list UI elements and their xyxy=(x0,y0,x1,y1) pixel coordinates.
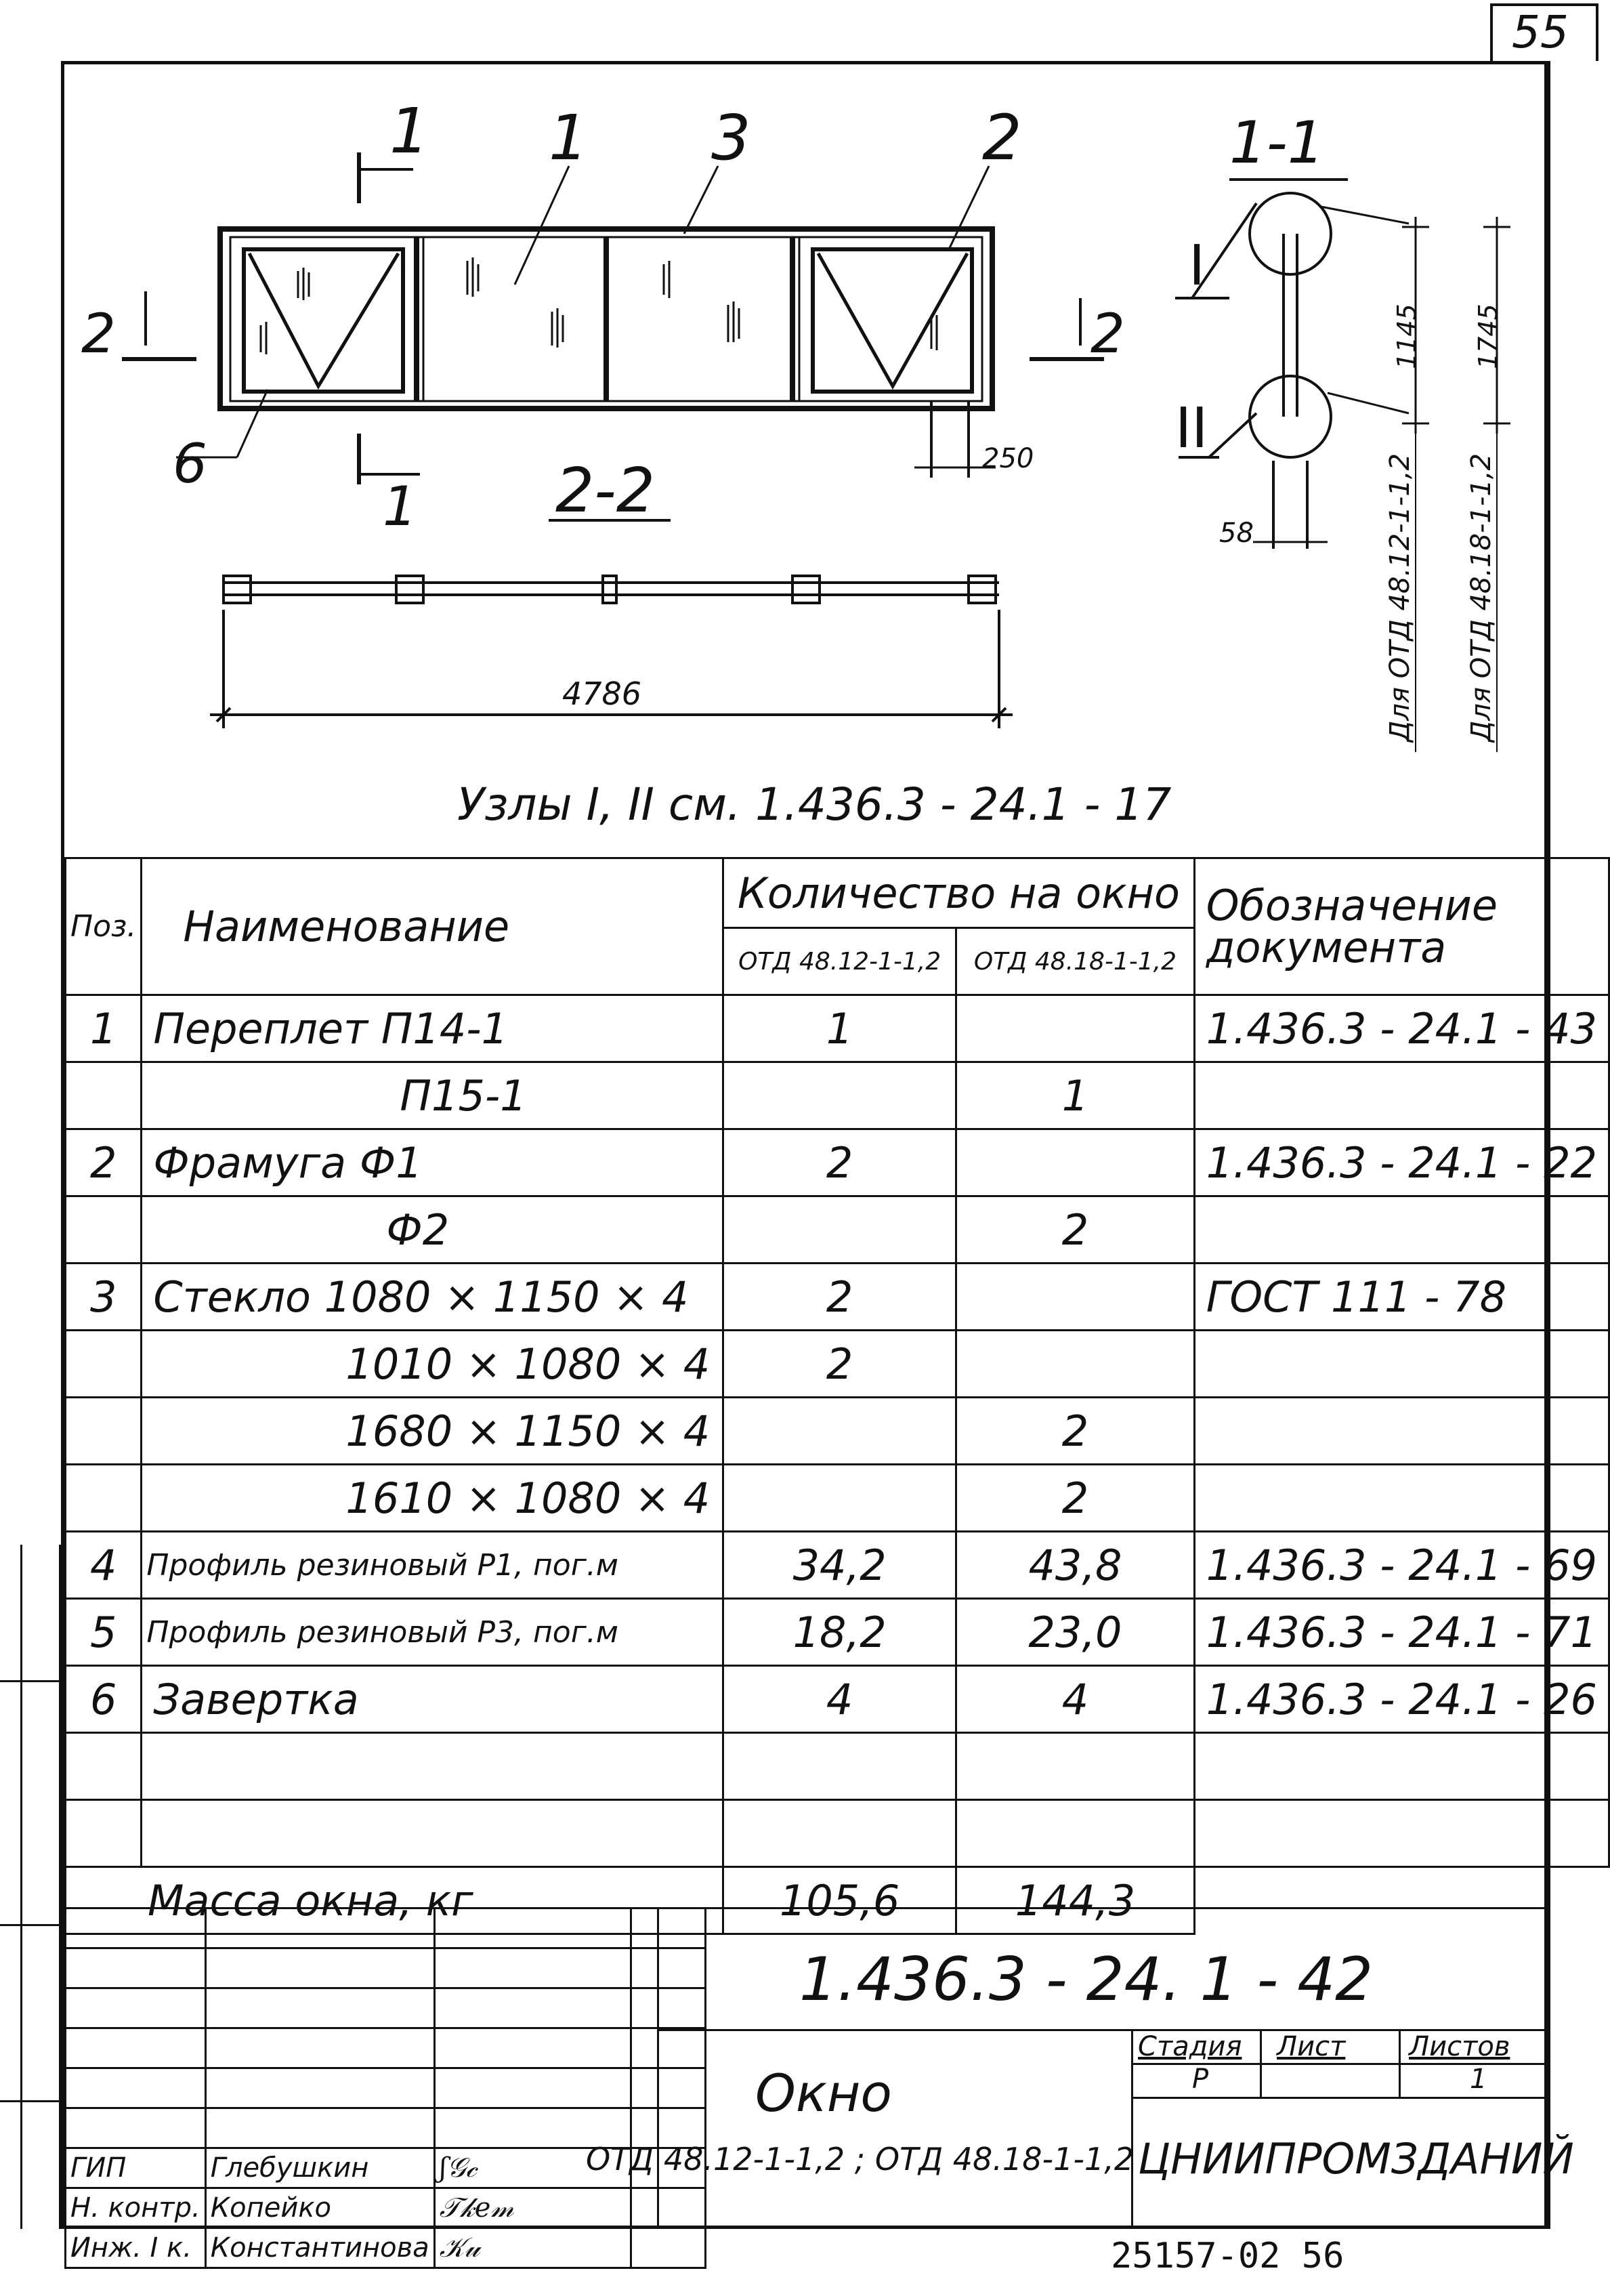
table-row: 1 Переплет П14-1 1 1.436.3 - 24.1 - 43 xyxy=(66,995,1609,1062)
label-otd-48-12: Для ОТД 48.12-1-1,2 xyxy=(1384,453,1416,742)
dim-4786: 4786 xyxy=(562,675,642,712)
header-doc: Обозначение документа xyxy=(1194,858,1609,995)
section-mark-top: 1 xyxy=(389,95,429,167)
table-row: 6 Завертка 4 4 1.436.3 - 24.1 - 26 xyxy=(66,1666,1609,1733)
stage-label: Стадия xyxy=(1138,2031,1242,2062)
nodes-reference-note: Узлы I, II см. 1.436.3 - 24.1 - 17 xyxy=(457,778,1172,831)
table-row: 2 Фрамуга Ф1 2 1.436.3 - 24.1 - 22 xyxy=(66,1129,1609,1196)
signature-grid xyxy=(64,1907,706,2269)
window-drawing xyxy=(0,0,1610,854)
table-row: 1610 × 1080 × 4 2 xyxy=(66,1465,1609,1532)
callout-6: 6 xyxy=(173,432,207,495)
signature-row: Инж. I к. Константинова 𝒦𝓊 xyxy=(66,2228,706,2268)
signature-row: Н. контр. Копейко 𝒯𝓀𝑒𝓂 xyxy=(66,2188,706,2228)
table-row xyxy=(66,1800,1609,1867)
callout-3: 3 xyxy=(711,102,751,174)
section-mark-left: 2 xyxy=(81,302,116,365)
mass-value-a: 105,6 xyxy=(723,1867,956,1934)
mass-value-b: 144,3 xyxy=(956,1867,1195,1934)
callout-1: 1 xyxy=(549,102,589,174)
organization-name: ЦНИИПРОМЗДАНИЙ xyxy=(1138,2134,1574,2184)
header-qty-a: ОТД 48.12-1-1,2 xyxy=(723,928,956,995)
sheet-number: 55 xyxy=(1512,6,1569,58)
document-code: 1.436.3 - 24. 1 - 42 xyxy=(799,1944,1374,2014)
sheets-value: 1 xyxy=(1470,2064,1487,2095)
header-qty: Количество на окно xyxy=(723,858,1195,928)
table-row: Ф2 2 xyxy=(66,1196,1609,1264)
archive-code: 25157-02 56 xyxy=(1111,2236,1344,2276)
dim-58: 58 xyxy=(1219,518,1254,549)
table-row: 1010 × 1080 × 4 2 xyxy=(66,1331,1609,1398)
specification-table xyxy=(64,857,1610,1935)
table-row: 5 Профиль резиновый Р3, пог.м 18,2 23,0 1.436.3 - 24.1 - 71 xyxy=(66,1599,1609,1666)
document-subtitle: ОТД 48.12-1-1,2 ; ОТД 48.18-1-1,2 xyxy=(586,2141,1135,2177)
section-mark-bottom: 1 xyxy=(383,475,417,538)
header-name: Наименование xyxy=(142,858,723,995)
table-row: 4 Профиль резиновый Р1, пог.м 34,2 43,8 1.436.3 - 24.1 - 69 xyxy=(66,1532,1609,1599)
node-label-II: II xyxy=(1175,396,1208,461)
dim-1145: 1145 xyxy=(1392,304,1422,369)
dim-1745: 1745 xyxy=(1473,304,1503,369)
section-mark-right: 2 xyxy=(1090,302,1125,365)
section-2-2-profiles xyxy=(224,576,996,603)
section-2-2-title: 2-2 xyxy=(555,455,655,526)
label-otd-48-18: Для ОТД 48.18-1-1,2 xyxy=(1466,453,1497,742)
header-pos: Поз. xyxy=(66,858,142,995)
table-row: 1680 × 1150 × 4 2 xyxy=(66,1398,1609,1465)
mass-label: Масса окна, кг xyxy=(66,1867,723,1934)
sheets-label: Листов xyxy=(1409,2031,1510,2062)
node-label-I: I xyxy=(1189,234,1206,298)
sheet-label: Лист xyxy=(1277,2031,1346,2062)
signature-row: ГИП Глебушкин ʃ𝒢𝒸 xyxy=(66,2148,706,2188)
table-row xyxy=(66,1733,1609,1800)
callout-2: 2 xyxy=(982,102,1022,174)
left-binding-strip xyxy=(0,1545,61,2229)
header-qty-b: ОТД 48.18-1-1,2 xyxy=(956,928,1195,995)
document-title: Окно xyxy=(755,2063,892,2123)
dim-250: 250 xyxy=(982,443,1034,474)
stage-value: Р xyxy=(1192,2064,1209,2095)
section-1-1-title: 1-1 xyxy=(1229,109,1325,177)
table-row: 3 Стекло 1080 × 1150 × 4 2 ГОСТ 111 - 78 xyxy=(66,1264,1609,1331)
table-row: П15-1 1 xyxy=(66,1062,1609,1129)
